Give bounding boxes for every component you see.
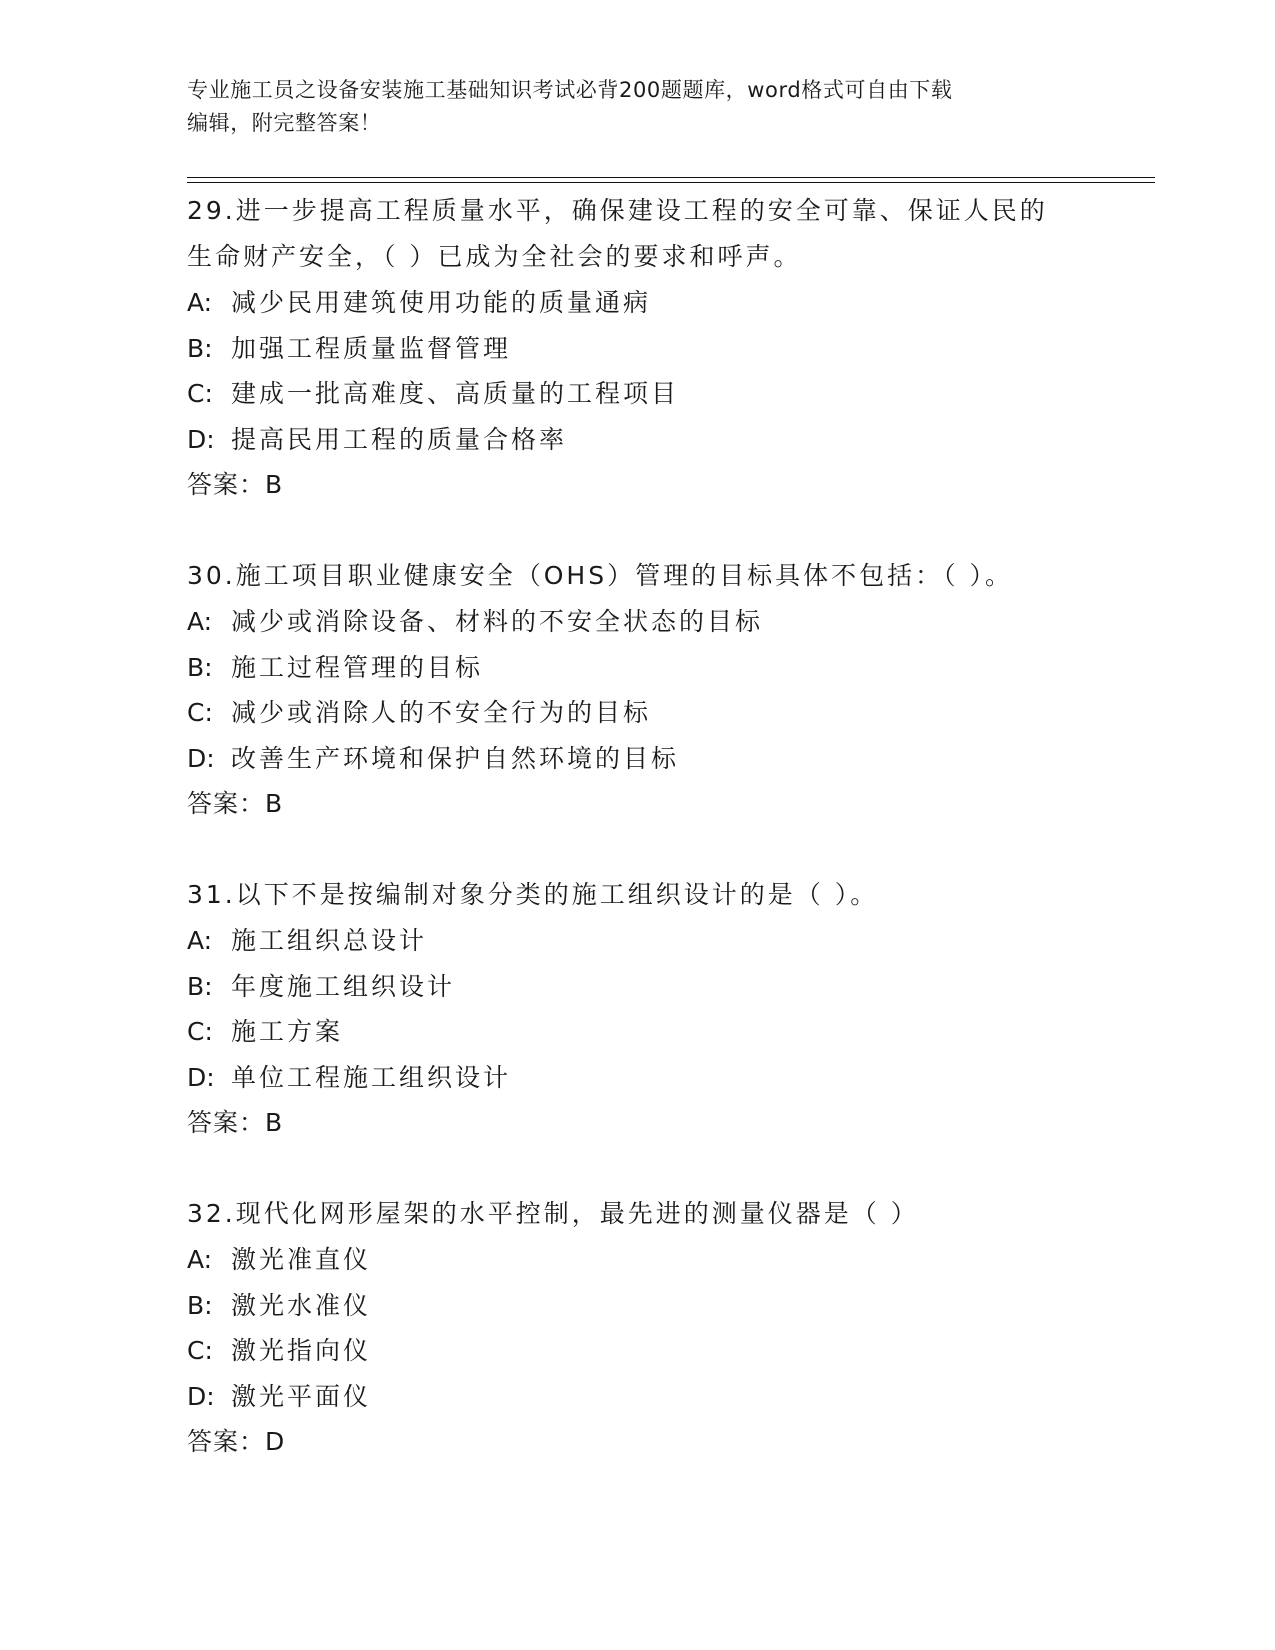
- option-text: 减少民用建筑使用功能的质量通病: [231, 288, 652, 317]
- option-key: B:: [187, 1290, 213, 1320]
- option-text: 激光水准仪: [231, 1290, 372, 1320]
- option-d: [187, 736, 1087, 782]
- option-key: C:: [187, 1336, 213, 1365]
- question-text: 30.施工项目职业健康安全（OHS）管理的目标具体不包括：（ ）。: [187, 561, 1014, 590]
- header-line-2: 编辑，附完整答案！: [187, 111, 382, 135]
- question-text: 29.进一步提高工程质量水平，确保建设工程的安全可靠、保证人民的: [187, 196, 1048, 225]
- option-d: [187, 1055, 1087, 1101]
- option-text: 减少或消除设备、材料的不安全状态的目标: [231, 607, 764, 636]
- answer: 答案：B: [187, 789, 284, 818]
- option-key: B:: [187, 652, 213, 682]
- option-a: [187, 1237, 1087, 1283]
- option-key: A:: [187, 607, 213, 636]
- option-b: [187, 326, 1087, 372]
- option-key: C:: [187, 379, 213, 408]
- question-32: [187, 1191, 1087, 1465]
- question-30: [187, 553, 1087, 827]
- option-text: 减少或消除人的不安全行为的目标: [231, 698, 652, 727]
- option-text: 单位工程施工组织设计: [231, 1062, 512, 1092]
- option-a: [187, 599, 1087, 645]
- option-key: D:: [187, 424, 215, 454]
- option-text: 施工方案: [231, 1017, 344, 1046]
- question-text-continued: 生命财产安全，（ ）已成为全社会的要求和呼声。: [187, 242, 802, 271]
- option-d: [187, 1374, 1087, 1420]
- option-text: 建成一批高难度、高质量的工程项目: [231, 379, 680, 408]
- option-b: [187, 964, 1087, 1010]
- option-key: B:: [187, 333, 213, 363]
- question-text: 31.以下不是按编制对象分类的施工组织设计的是（ ）。: [187, 880, 879, 909]
- option-b: [187, 645, 1087, 691]
- option-text: 施工组织总设计: [231, 926, 428, 955]
- option-a: [187, 280, 1087, 326]
- option-text: 改善生产环境和保护自然环境的目标: [231, 743, 680, 773]
- option-b: [187, 1283, 1087, 1329]
- option-text: 施工过程管理的目标: [231, 652, 484, 682]
- option-c: [187, 690, 1087, 736]
- header-divider-bottom: [187, 182, 1155, 183]
- option-text: 年度施工组织设计: [231, 971, 456, 1001]
- option-key: A:: [187, 926, 213, 955]
- question-29: [187, 188, 1087, 508]
- option-text: 激光指向仪: [231, 1336, 372, 1365]
- option-c: [187, 1009, 1087, 1055]
- answer: 答案：B: [187, 1108, 284, 1137]
- question-text: 32.现代化网形屋架的水平控制，最先进的测量仪器是（ ）: [187, 1199, 919, 1228]
- option-c: [187, 1328, 1087, 1374]
- answer: 答案：D: [187, 1427, 286, 1456]
- option-text: 激光平面仪: [231, 1381, 372, 1411]
- document-header: [187, 74, 1087, 140]
- option-d: [187, 417, 1087, 463]
- option-key: D:: [187, 1062, 215, 1092]
- option-key: D:: [187, 1381, 215, 1411]
- header-line-1: 专业施工员之设备安装施工基础知识考试必背200题题库，word格式可自由下载: [187, 78, 953, 102]
- answer: 答案：B: [187, 470, 284, 499]
- option-text: 加强工程质量监督管理: [231, 333, 512, 363]
- option-key: C:: [187, 698, 213, 727]
- option-key: D:: [187, 743, 215, 773]
- option-key: C:: [187, 1017, 213, 1046]
- question-31: [187, 872, 1087, 1146]
- option-key: A:: [187, 1245, 213, 1274]
- option-key: A:: [187, 288, 213, 317]
- option-a: [187, 918, 1087, 964]
- option-text: 提高民用工程的质量合格率: [231, 424, 568, 454]
- option-c: [187, 371, 1087, 417]
- option-text: 激光准直仪: [231, 1245, 372, 1274]
- header-divider-top: [187, 177, 1155, 178]
- option-key: B:: [187, 971, 213, 1001]
